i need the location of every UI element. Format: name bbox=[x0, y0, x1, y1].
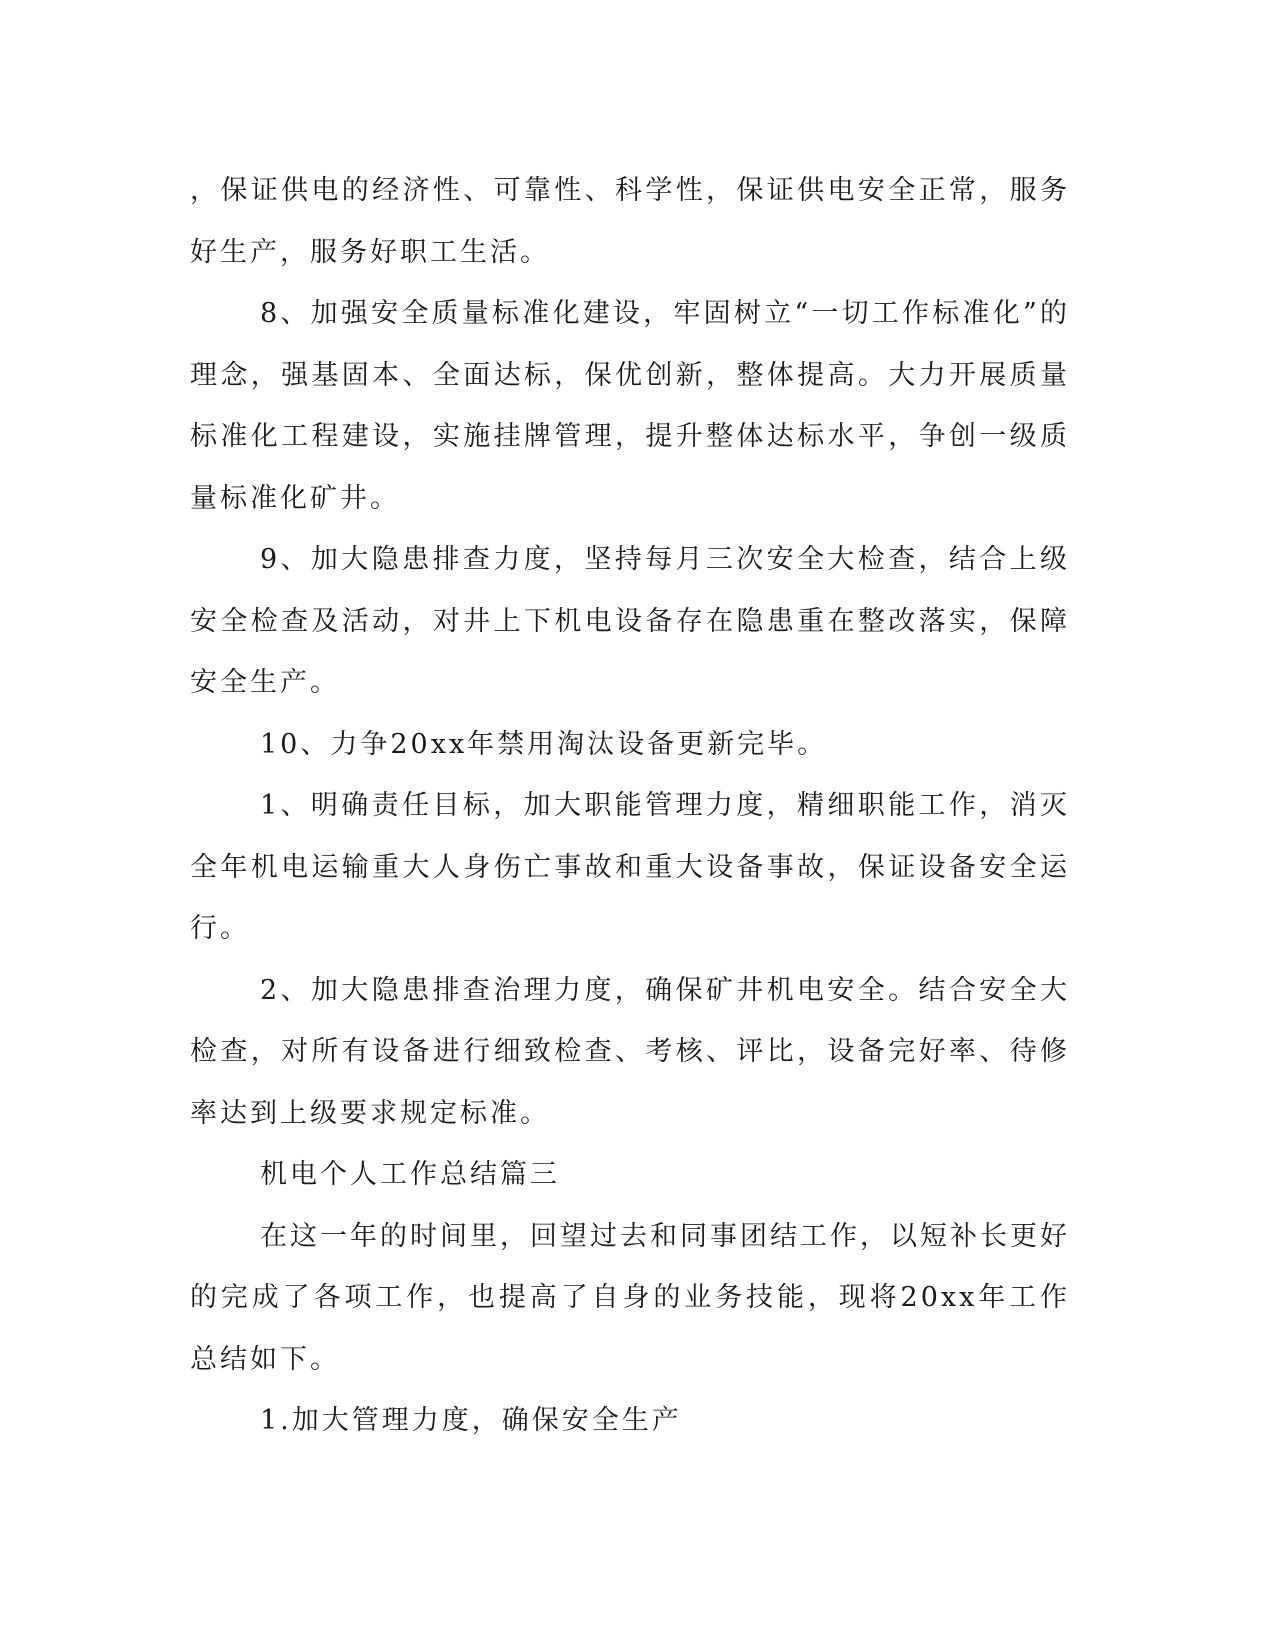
paragraph-intro: 在这一年的时间里，回望过去和同事团结工作，以短补长更好的完成了各项工作，也提高了自身的业务技能，现将20xx年工作总结如下。 bbox=[190, 1220, 1070, 1375]
paragraph-item-2: 2、加大隐患排查治理力度，确保矿井机电安全。结合安全大检查，对所有设备进行细致检查、考核、评比，设备完好率、待修率达到上级要求规定标准。 bbox=[190, 974, 1070, 1129]
paragraph-subheading-1: 1.加大管理力度，确保安全生产 bbox=[260, 1405, 682, 1436]
paragraph-item-1: 1、明确责任目标，加大职能管理力度，精细职能工作，消灭全年机电运输重大人身伤亡事故和重大设备事故，保证设备安全运行。 bbox=[190, 790, 1070, 944]
paragraph-item-9: 9、加大隐患排查力度，坚持每月三次安全大检查，结合上级安全检查及活动，对井上下机电设备存在隐患重在整改落实，保障安全生产。 bbox=[190, 544, 1070, 698]
document-body bbox=[190, 160, 1070, 1452]
section-title: 机电个人工作总结篇三 bbox=[260, 1159, 560, 1190]
paragraph-item-8: 8、加强安全质量标准化建设，牢固树立“一切工作标准化”的理念，强基固本、全面达标，保优创新，整体提高。大力开展质量标准化工程建设，实施挂牌管理，提升整体达标水平，争创一级质量标准化矿井。 bbox=[190, 298, 1070, 514]
paragraph-item-10: 10、力争20xx年禁用淘汰设备更新完毕。 bbox=[260, 728, 828, 760]
paragraph-continuation: ，保证供电的经济性、可靠性、科学性，保证供电安全正常，服务好生产，服务好职工生活。 bbox=[190, 175, 1070, 268]
